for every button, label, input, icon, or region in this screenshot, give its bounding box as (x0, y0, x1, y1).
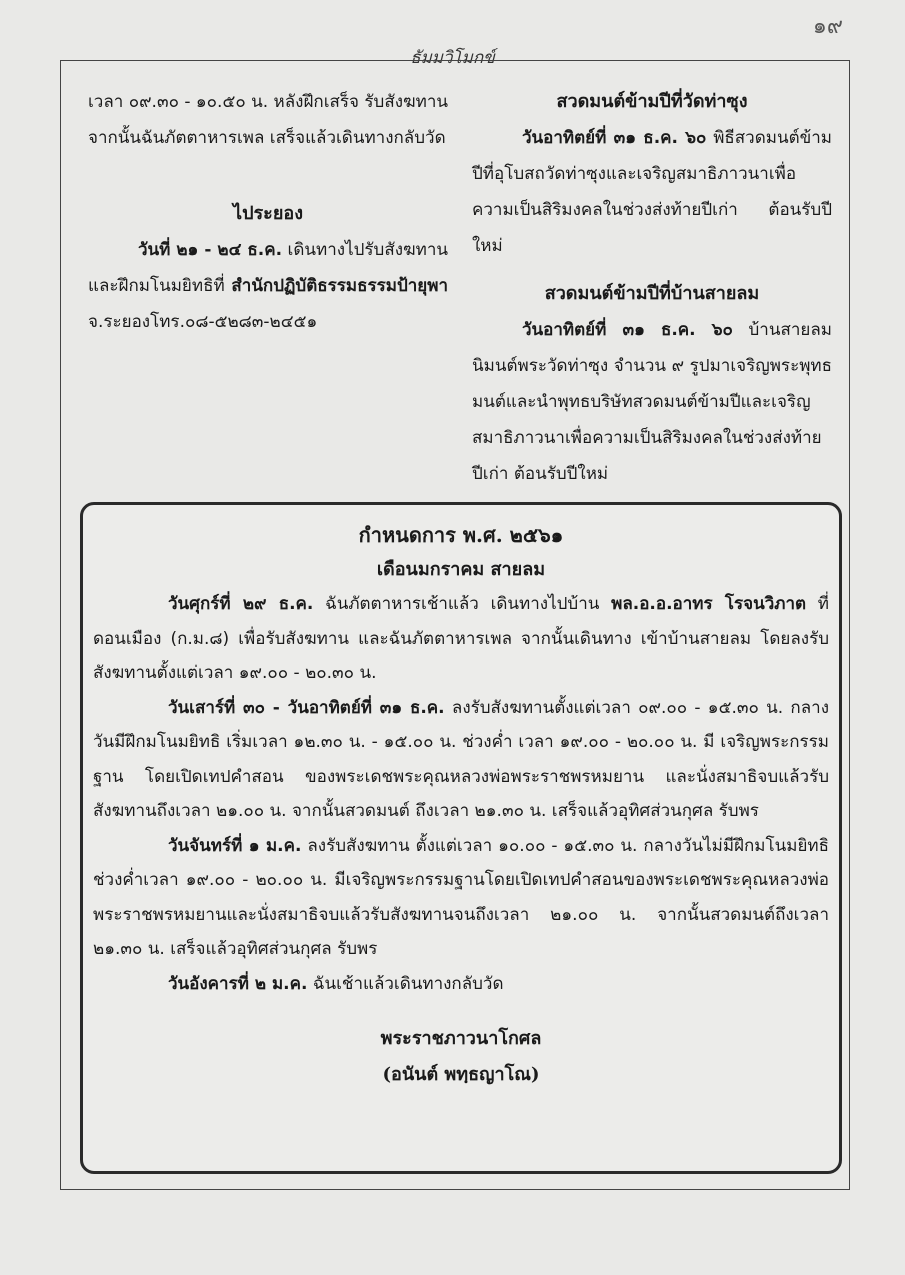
right-column (472, 84, 832, 492)
sailom-date: วันอาทิตย์ที่ ๓๑ ธ.ค. ๖๐ (522, 320, 733, 340)
sailom-heading: สวดมนต์ข้ามปีที่บ้านสายลม (544, 283, 760, 304)
schedule-item (93, 691, 829, 829)
rayong-heading: ไประยอง (233, 203, 303, 224)
schedule-item-name: พล.อ.อ.อาทร โรจนวิภาต (611, 594, 807, 614)
left-column (88, 84, 448, 340)
schedule-subtitle: เดือนมกราคม สายลม (376, 559, 546, 580)
rayong-text-a: เดินทางไปรับสังฆทานและฝึกมโนมยิทธิที่ (88, 240, 448, 296)
schedule-item-date: วันจันทร์ที่ ๑ ม.ค. (168, 835, 302, 856)
schedule-item-text: ลงรับสังฆทานตั้งแต่เวลา ๐๙.๐๐ - ๑๕.๓๐ น. กลางวันมีฝึกมโนมยิทธิ เริ่มเวลา ๑๒.๓๐ น. - ๑๕.๐๐ น. ช่วงค่ำ เวลา ๑๙.๐๐ - ๒๐.๐๐ น. มี เจริญพระกรรมฐาน โดยเปิดเทปคำสอน ของพระเดชพระคุณหลวงพ่อพระราชพรหมยาน และนั่งสมาธิจบแล้วรับสังฆทานถึงเวลา ๒๑.๐๐ น. จากนั้นสวดมนต์ ถึงเวลา ๒๑.๓๐ น. เสร็จแล้วอุทิศส่วนกุศล รับพร (93, 697, 829, 821)
rayong-text-b: จ.ระยองโทร.๐๘-๕๒๘๓-๒๔๕๑ (88, 312, 318, 332)
schedule-box (80, 502, 842, 1174)
schedule-item-date: วันศุกร์ที่ ๒๙ ธ.ค. (168, 594, 314, 614)
schedule-item-text-a: ฉันภัตตาหารเช้าแล้ว เดินทางไปบ้าน (313, 594, 612, 614)
continuation-text: เวลา ๐๙.๓๐ - ๑๐.๕๐ น. หลังฝึกเสร็จ รับสังฆทาน จากนั้นฉันภัตตาหารเพล เสร็จแล้วเดินทางกลับวัด (88, 92, 448, 148)
schedule-item (93, 587, 829, 691)
schedule-item-text: ลงรับสังฆทาน ตั้งแต่เวลา ๑๐.๐๐ - ๑๕.๓๐ น. กลางวันไม่มีฝึกมโนมยิทธิ ช่วงค่ำเวลา ๑๙.๐๐ - ๒๐.๐๐ น. มีเจริญพระกรรมฐานโดยเปิดเทปคำสอนของพระเดชพระคุณหลวงพ่อพระราชพรหมยานและนั่งสมาธิจบแล้วรับสังฆทานจนถึงเวลา ๒๑.๐๐ น. จากนั้นสวดมนต์ถึงเวลา ๒๑.๓๐ น. เสร็จแล้วอุทิศส่วนกุศล รับพร (93, 835, 829, 959)
schedule-item-date: วันเสาร์ที่ ๓๐ - วันอาทิตย์ที่ ๓๑ ธ.ค. (168, 697, 445, 718)
signer-alias: (อนันต์ พทฺธญาโณ) (382, 1064, 540, 1085)
sailom-paragraph (472, 312, 832, 492)
running-title: ธัมมวิโมกข์ (410, 48, 495, 68)
rayong-paragraph (88, 232, 448, 340)
sailom-text: บ้านสายลมนิมนต์พระวัดท่าซุง จำนวน ๙ รูปมาเจริญพระพุทธมนต์และนำพุทธบริษัทสวดมนต์ข้ามปีและเจริญสมาธิภาวนาเพื่อความเป็นสิริมงคลในช่วงส่งท้ายปีเก่า ต้อนรับปีใหม่ (472, 320, 832, 484)
schedule-item-text: ฉันเช้าแล้วเดินทางกลับวัด (307, 973, 504, 994)
schedule-title: กำหนดการ พ.ศ. ๒๕๖๑ (358, 523, 564, 547)
tha-sung-text: พิธีสวดมนต์ข้ามปีที่อุโบสถวัดท่าซุงและเจริญสมาธิภาวนาเพื่อความเป็นสิริมงคลในช่วงส่งท้ายปีเก่า ต้อนรับปีใหม่ (472, 128, 832, 256)
schedule-item (93, 829, 829, 967)
rayong-date: วันที่ ๒๑ - ๒๔ ธ.ค. (138, 240, 283, 260)
signer-name: พระราชภาวนาโกศล (380, 1028, 542, 1049)
schedule-item (93, 967, 829, 1002)
schedule-item-date: วันอังคารที่ ๒ ม.ค. (168, 973, 308, 994)
schedule-item-text-b: ที่ดอนเมือง (ก.ม.๘) เพื่อรับสังฆทาน และฉันภัตตาหารเพล จากนั้นเดินทาง เข้าบ้านสายลม โดยลงรับสังฆทานตั้งแต่เวลา ๑๙.๐๐ - ๒๐.๓๐ น. (93, 594, 829, 683)
tha-sung-date: วันอาทิตย์ที่ ๓๑ ธ.ค. ๖๐ (522, 128, 707, 148)
tha-sung-paragraph (472, 120, 832, 264)
page-number: ๑๙ (812, 14, 843, 39)
rayong-place: สำนักปฏิบัติธรรมธรรมป้ายุพา (231, 276, 448, 296)
tha-sung-heading: สวดมนต์ข้ามปีที่วัดท่าซุง (556, 91, 748, 112)
